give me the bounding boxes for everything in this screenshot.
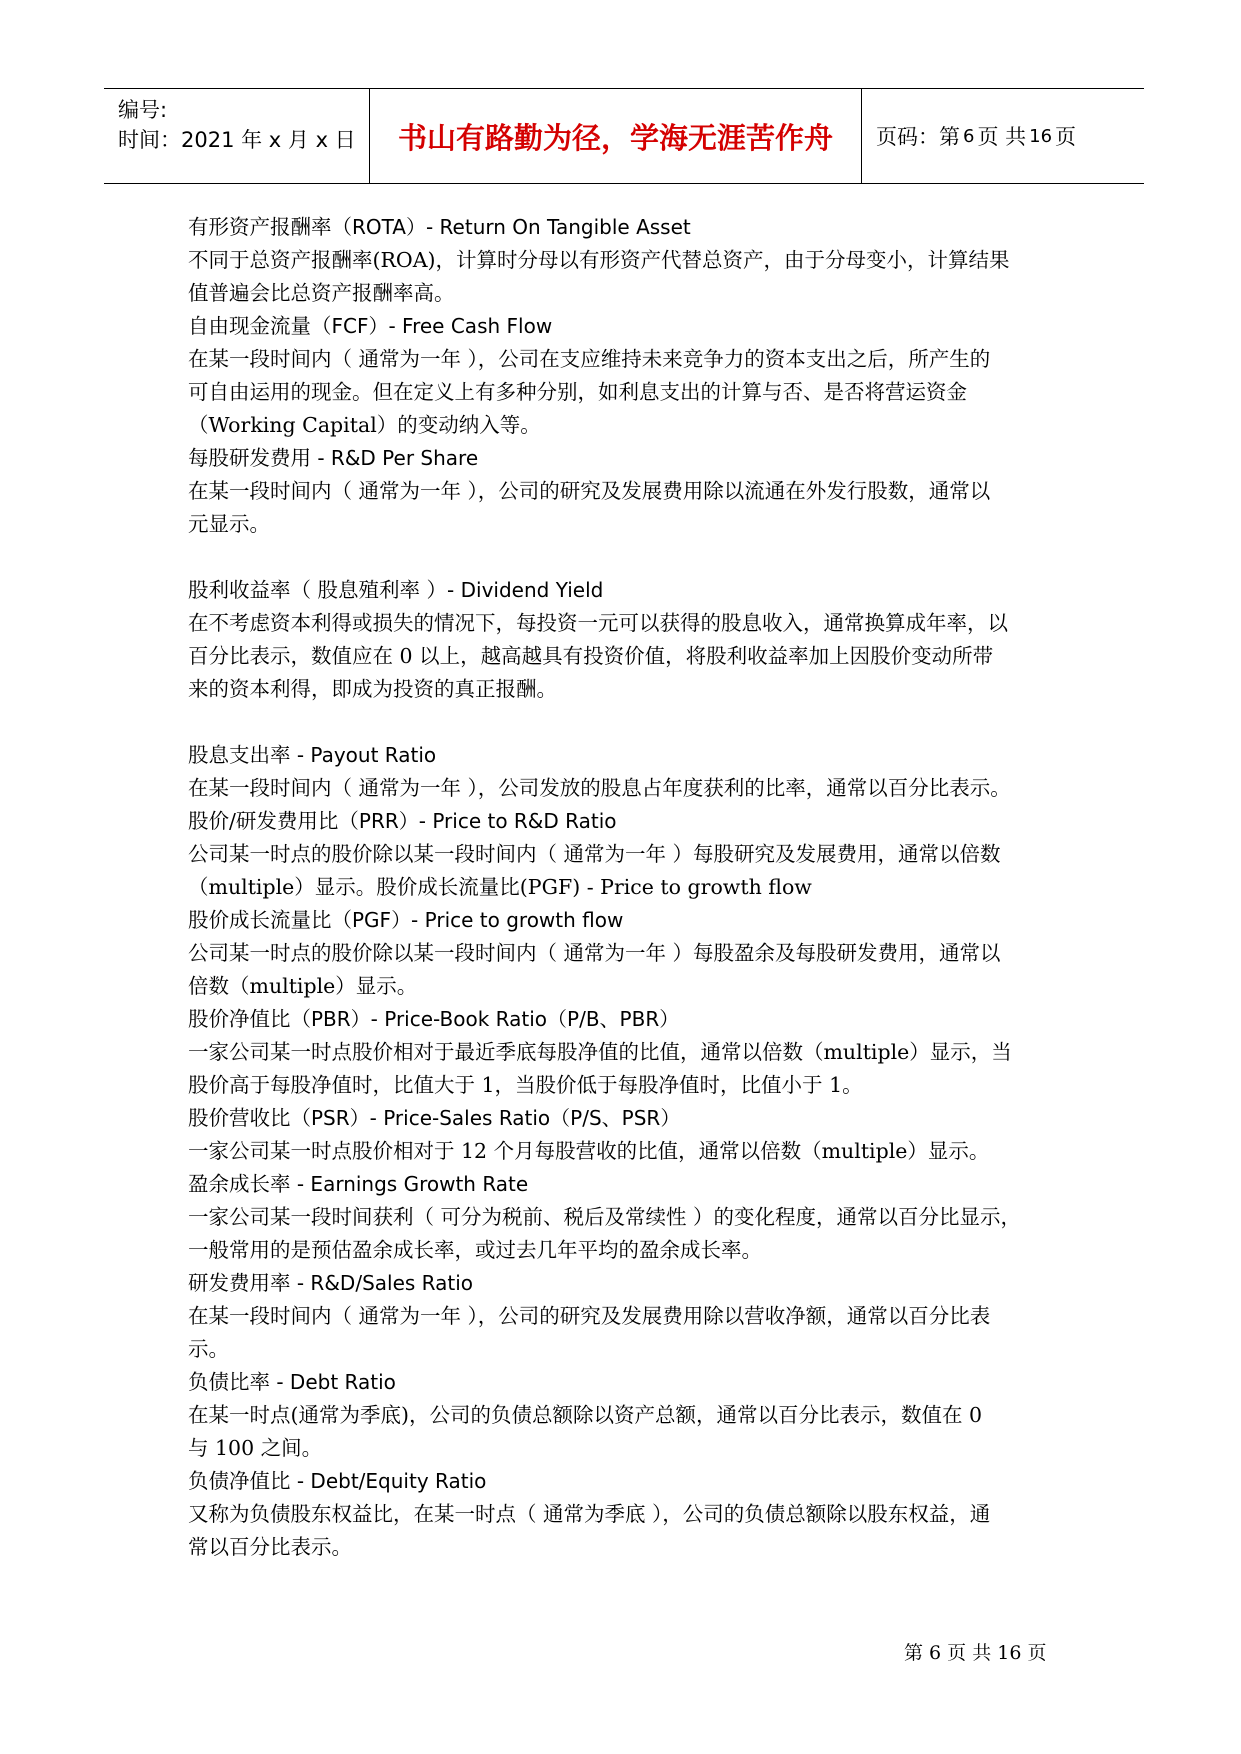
term-cn: 研发费用率 (188, 1271, 291, 1295)
term-description-line: 元显示。 (188, 512, 270, 536)
page-suffix: 页 (1055, 125, 1077, 149)
number-label: 编号: (118, 98, 168, 122)
header-page-number (862, 89, 1144, 183)
term-en: PBR）- Price-Book Ratio（P/B、PBR） (311, 1007, 680, 1031)
term-cn: 股息支出率 (188, 743, 291, 767)
term-description-line: （Working Capital）的变动纳入等。 (188, 413, 541, 437)
header-meta (104, 89, 370, 183)
term-description-line: 不同于总资产报酬率(ROA)，计算时分母以有形资产代替总资产，由于分母变小，计算结果 (188, 248, 1010, 272)
page-footer: 第 6 页 共 16 页 (904, 1642, 1047, 1664)
page-prefix: 页码：第 (876, 125, 960, 149)
term-description-line: 一般常用的是预估盈余成长率，或过去几年平均的盈余成长率。 (188, 1238, 762, 1262)
term-description-line: 公司某一时点的股价除以某一段时间内（ 通常为一年 ）每股研究及发展费用，通常以倍数 (188, 842, 1001, 866)
document-body (188, 211, 1070, 1564)
term-en: - Earnings Growth Rate (290, 1172, 529, 1196)
term-description-line: 示。 (188, 1337, 229, 1361)
term-heading (188, 211, 1070, 244)
term-heading (188, 805, 1070, 838)
term-en: - Debt Ratio (270, 1370, 396, 1394)
term-cn: 股利收益率（ 股息殖利率 ） (188, 578, 448, 602)
header-motto: 书山有路勤为径，学海无涯苦作舟 (370, 89, 862, 183)
term-description-line: 在某一段时间内（ 通常为一年 ），公司的研究及发展费用除以营收净额，通常以百分比表 (188, 1304, 991, 1328)
term-heading (188, 739, 1070, 772)
page-current: 6 (963, 125, 975, 147)
term-description-line: 在某一段时间内（ 通常为一年 ），公司在支应维持未来竞争力的资本支出之后，所产生的 (188, 347, 991, 371)
term-en: - R&D Per Share (311, 446, 479, 470)
page-header (104, 88, 1144, 184)
term-en: PRR）- Price to R&D Ratio (358, 809, 617, 833)
term-en: - Dividend Yield (447, 578, 604, 602)
page-mid: 页 共 (977, 125, 1027, 149)
term-en: FCF）- Free Cash Flow (331, 314, 553, 338)
term-en: PSR）- Price-Sales Ratio（P/S、PSR） (311, 1106, 681, 1130)
term-description-line: 一家公司某一段时间获利（ 可分为税前、税后及常续性 ）的变化程度，通常以百分比显示， (188, 1205, 1022, 1229)
term-heading (188, 1168, 1070, 1201)
paragraph-gap (188, 541, 1070, 574)
term-heading (188, 1366, 1070, 1399)
term-heading (188, 904, 1070, 937)
term-description-line: 值普遍会比总资产报酬率高。 (188, 281, 455, 305)
term-description-line: 与 100 之间。 (188, 1436, 323, 1460)
term-description-line: 常以百分比表示。 (188, 1535, 352, 1559)
term-en: - Payout Ratio (290, 743, 437, 767)
term-heading (188, 1102, 1070, 1135)
term-cn: 股价营收比（ (188, 1106, 311, 1130)
term-description-line: 百分比表示，数值应在 0 以上，越高越具有投资价值，将股利收益率加上因股价变动所带 (188, 644, 994, 668)
term-description-line: 可自由运用的现金。但在定义上有多种分别，如利息支出的计算与否、是否将营运资金 (188, 380, 967, 404)
term-heading (188, 442, 1070, 475)
term-cn: 盈余成长率 (188, 1172, 291, 1196)
term-cn: 股价成长流量比（ (188, 908, 352, 932)
term-cn: 负债净值比 (188, 1469, 291, 1493)
term-heading (188, 1267, 1070, 1300)
term-en: ROTA）- Return On Tangible Asset (352, 215, 691, 239)
term-cn: 股价/研发费用比（ (188, 809, 359, 833)
term-description-line: 一家公司某一时点股价相对于最近季底每股净值的比值，通常以倍数（multiple）显示，当 (188, 1040, 1012, 1064)
paragraph-gap (188, 706, 1070, 739)
term-description-line: 一家公司某一时点股价相对于 12 个月每股营收的比值，通常以倍数（multiple）显示。 (188, 1139, 990, 1163)
term-cn: 每股研发费用 (188, 446, 311, 470)
term-description-line: 倍数（multiple）显示。 (188, 974, 418, 998)
term-description-line: 又称为负债股东权益比，在某一时点（ 通常为季底 ），公司的负债总额除以股东权益，通 (188, 1502, 991, 1526)
term-en: - Debt/Equity Ratio (290, 1469, 487, 1493)
term-description-line: 在某一段时间内（ 通常为一年 ），公司发放的股息占年度获利的比率，通常以百分比表示。 (188, 776, 1011, 800)
term-heading (188, 1465, 1070, 1498)
term-description-line: 股价高于每股净值时，比值大于 1，当股价低于每股净值时，比值小于 1。 (188, 1073, 863, 1097)
term-cn: 自由现金流量（ (188, 314, 332, 338)
term-heading (188, 310, 1070, 343)
term-description-line: 在不考虑资本利得或损失的情况下，每投资一元可以获得的股息收入，通常换算成年率，以 (188, 611, 1008, 635)
term-heading (188, 574, 1070, 607)
term-description-line: （multiple）显示。股价成长流量比(PGF) - Price to growth flow (188, 875, 812, 899)
time-label: 时间：2021 年 x 月 x 日 (118, 128, 356, 152)
term-heading (188, 1003, 1070, 1036)
term-en: - R&D/Sales Ratio (290, 1271, 473, 1295)
term-description-line: 公司某一时点的股价除以某一段时间内（ 通常为一年 ）每股盈余及每股研发费用，通常以 (188, 941, 1001, 965)
term-description-line: 来的资本利得，即成为投资的真正报酬。 (188, 677, 557, 701)
page-total: 16 (1029, 125, 1053, 147)
term-description-line: 在某一段时间内（ 通常为一年 ），公司的研究及发展费用除以流通在外发行股数，通常以 (188, 479, 991, 503)
term-cn: 有形资产报酬率（ (188, 215, 352, 239)
term-cn: 负债比率 (188, 1370, 270, 1394)
term-cn: 股价净值比（ (188, 1007, 311, 1031)
term-en: PGF）- Price to growth flow (352, 908, 624, 932)
term-description-line: 在某一时点(通常为季底)，公司的负债总额除以资产总额，通常以百分比表示，数值在 0 (188, 1403, 983, 1427)
